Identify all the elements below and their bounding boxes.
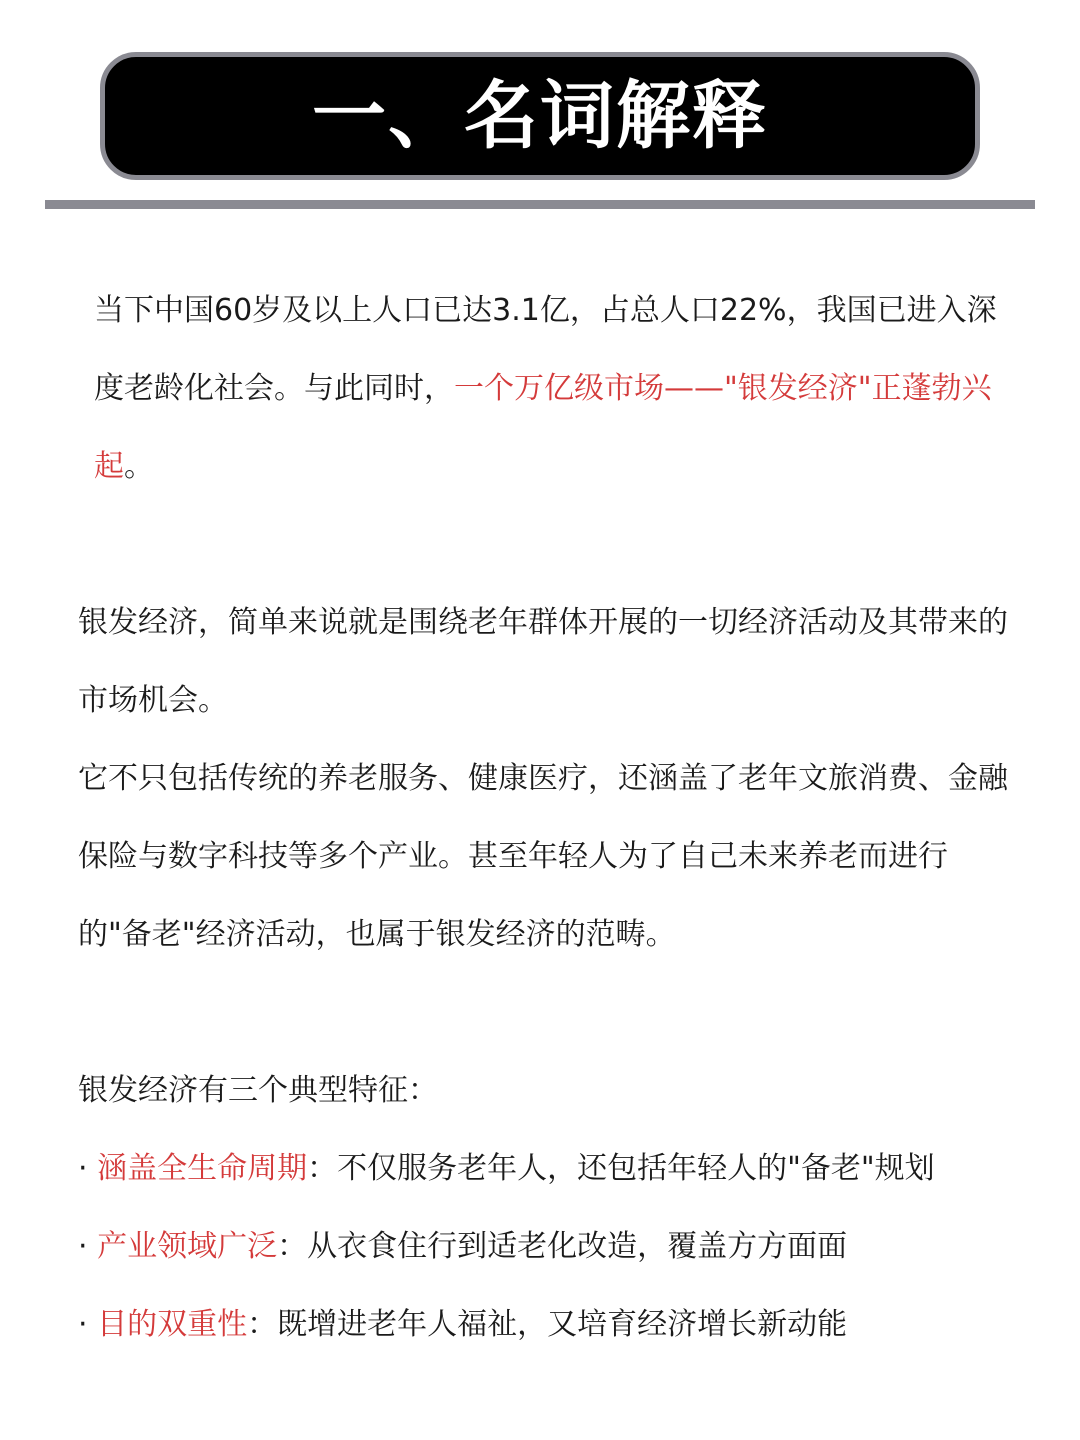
bullet-dot: · bbox=[78, 1229, 98, 1264]
spacer bbox=[78, 974, 1008, 1052]
intro-paragraph bbox=[78, 272, 1008, 506]
definition-paragraph-2: 它不只包括传统的养老服务、健康医疗，还涵盖了老年文旅消费、金融保险与数字科技等多个产业。甚至年轻人为了自己未来养老而进行的"备老"经济活动，也属于银发经济的范畴。 bbox=[78, 761, 1008, 952]
bullet-dot: · bbox=[78, 1151, 98, 1186]
feature-item bbox=[78, 1130, 1008, 1208]
feature-label: 涵盖全生命周期 bbox=[97, 1151, 308, 1186]
feature-label: 目的双重性 bbox=[97, 1307, 248, 1342]
title-banner bbox=[100, 52, 980, 180]
intro-highlight: 一个万亿级市场——"银发经济"正蓬勃兴起 bbox=[94, 371, 992, 484]
article-body bbox=[78, 272, 1008, 1364]
features-heading: 银发经济有三个典型特征： bbox=[78, 1073, 438, 1108]
spacer bbox=[78, 506, 1008, 584]
feature-text: ：从衣食住行到适老化改造，覆盖方方面面 bbox=[277, 1229, 848, 1264]
divider bbox=[45, 200, 1035, 209]
feature-item bbox=[78, 1286, 1008, 1364]
bullet-dot: · bbox=[78, 1307, 98, 1342]
intro-text-end: 。 bbox=[124, 449, 154, 484]
intro-text: 当下中国60岁及以上人口已达3.1亿，占总人口22%，我国已进入深度老龄化社会。与此同时， bbox=[94, 293, 997, 406]
feature-label: 产业领域广泛 bbox=[97, 1229, 278, 1264]
feature-item bbox=[78, 1208, 1008, 1286]
feature-text: ：不仅服务老年人，还包括年轻人的"备老"规划 bbox=[307, 1151, 935, 1186]
page-title: 一、名词解释 bbox=[312, 73, 768, 159]
feature-text: ：既增进老年人福祉，又培育经济增长新动能 bbox=[247, 1307, 848, 1342]
definition-paragraph-1: 银发经济，简单来说就是围绕老年群体开展的一切经济活动及其带来的市场机会。 bbox=[78, 605, 1008, 718]
